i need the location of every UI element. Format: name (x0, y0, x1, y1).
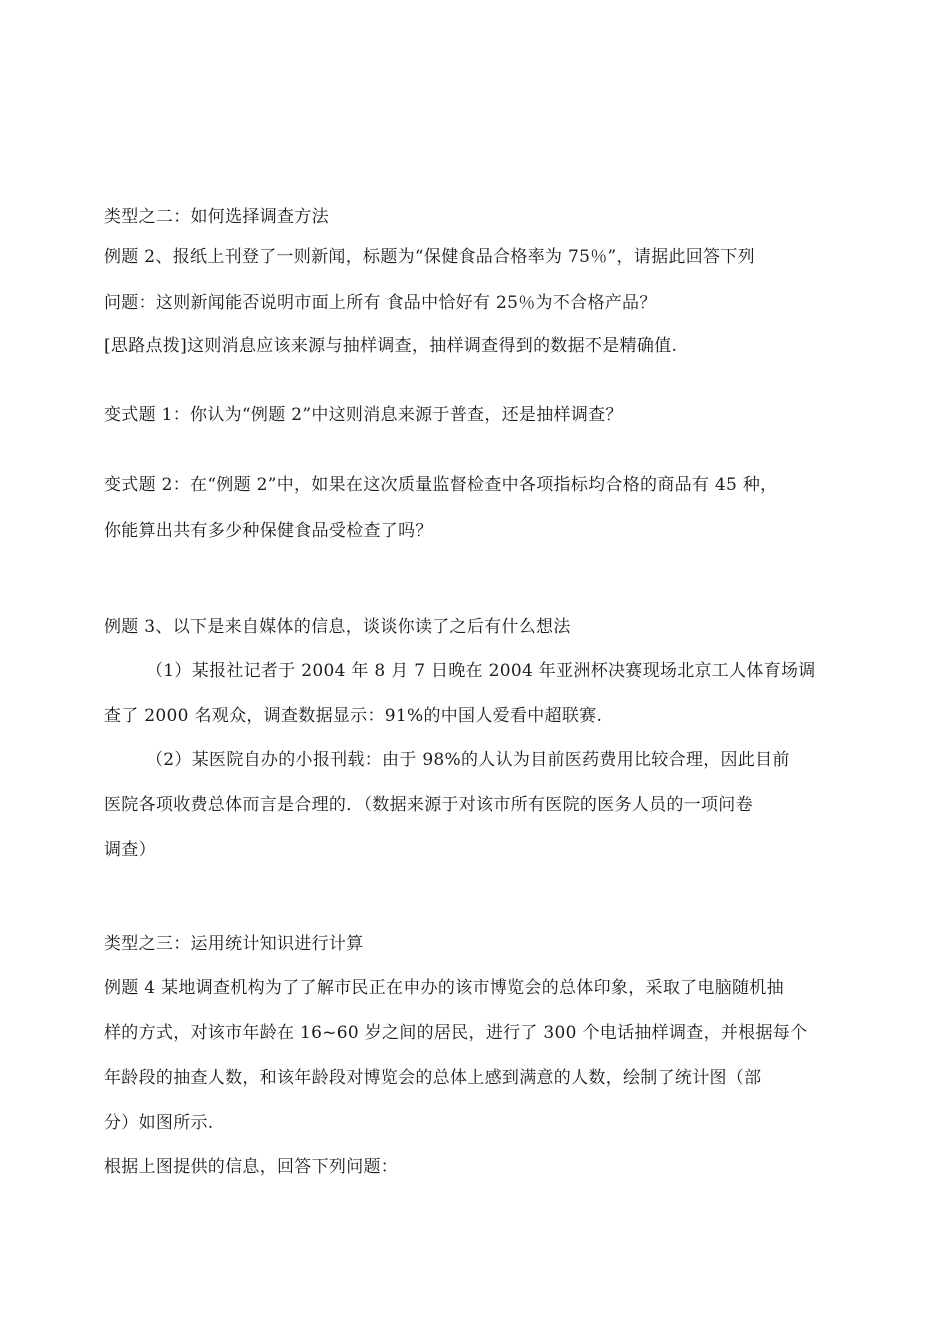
hint-text: [思路点拨]这则消息应该来源与抽样调查，抽样调查得到的数据不是精确值. (104, 336, 678, 356)
example-3-item-1-continued: 查了 2000 名观众，调查数据显示：91%的中国人爱看中超联赛. (104, 706, 603, 726)
section-heading-type-3: 类型之三：运用统计知识进行计算 (104, 934, 364, 954)
question-prompt: 根据上图提供的信息，回答下列问题： (104, 1157, 399, 1177)
example-2-text: 例题 2、报纸上刊登了一则新闻，标题为“保健食品合格率为 75％”，请据此回答下列 (104, 247, 755, 267)
example-3-item-2: （2）某医院自办的小报刊载：由于 98%的人认为目前医药费用比较合理，因此目前 (146, 750, 790, 770)
example-3-text: 例题 3、以下是来自媒体的信息，谈谈你读了之后有什么想法 (104, 617, 571, 637)
example-4-text-line-3: 年龄段的抽查人数，和该年龄段对博览会的总体上感到满意的人数，绘制了统计图（部 (104, 1068, 762, 1088)
example-2-text-continued: 问题：这则新闻能否说明市面上所有 食品中恰好有 25％为不合格产品？ (104, 293, 657, 313)
example-4-text: 例题 4 某地调查机构为了了解市民正在申办的该市博览会的总体印象，采取了电脑随机抽 (104, 978, 784, 998)
example-4-text-line-4: 分）如图所示. (104, 1113, 214, 1133)
example-4-text-line-2: 样的方式，对该市年龄在 16~60 岁之间的居民，进行了 300 个电话抽样调查，并根据每个 (104, 1023, 808, 1043)
example-3-item-2-continued: 医院各项收费总体而言是合理的．（数据来源于对该市所有医院的医务人员的一项问卷 (104, 795, 753, 815)
variant-question-1: 变式题 1：你认为“例题 2”中这则消息来源于普查，还是抽样调查？ (104, 405, 623, 425)
example-3-item-1: （1）某报社记者于 2004 年 8 月 7 日晚在 2004 年亚洲杯决赛现场北京工人体育场调 (146, 661, 816, 681)
section-heading-type-2: 类型之二：如何选择调查方法 (104, 207, 329, 227)
variant-question-2: 变式题 2：在“例题 2”中，如果在这次质量监督检查中各项指标均合格的商品有 45 种， (104, 475, 778, 495)
variant-question-2-continued: 你能算出共有多少种保健食品受检查了吗？ (104, 521, 433, 541)
example-3-item-2-end: 调查） (104, 840, 156, 860)
